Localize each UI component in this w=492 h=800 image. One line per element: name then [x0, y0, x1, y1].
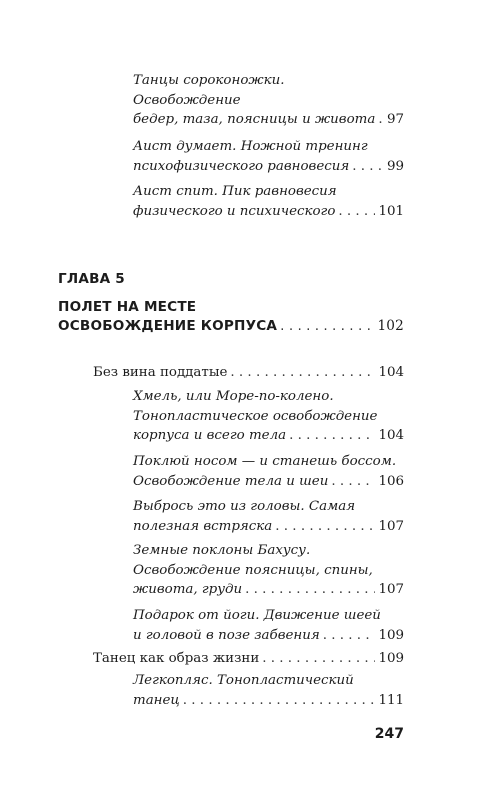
toc-entry	[133, 137, 404, 176]
entry-last-line	[133, 580, 404, 600]
entry-line: Освобождение	[133, 92, 241, 108]
toc-entry	[133, 541, 404, 600]
entry-line: Танцы сороконожки.	[133, 73, 285, 88]
toc-entry	[133, 497, 404, 536]
page-ref: 99	[386, 158, 404, 174]
page-ref: 102	[377, 318, 404, 334]
entry-line: Освобождение поясницы, спины,	[133, 562, 373, 578]
chapter-label: ГЛАВА 5	[58, 271, 125, 287]
leader-dots	[280, 318, 374, 334]
leader-dots	[230, 363, 375, 383]
page-number: 247	[374, 726, 404, 742]
leader-dots	[262, 649, 375, 669]
toc-entry	[133, 606, 404, 645]
page-ref: 101	[378, 203, 404, 219]
entry-last-line	[133, 426, 404, 446]
entry-line: корпуса и всего тела	[133, 428, 287, 444]
section-line	[93, 649, 404, 669]
toc-entry	[133, 182, 404, 221]
entry-last-line	[133, 472, 404, 492]
entry-line: Поклюй носом — и станешь боссом.	[133, 454, 397, 469]
entry-line: живота, груди	[133, 582, 243, 598]
entry-line: полезная встряска	[133, 518, 273, 534]
entry-line: Легкопляс. Тонопластический	[133, 673, 354, 688]
leader-dots	[338, 202, 375, 222]
entry-line: Подарок от йоги. Движение шеей	[133, 608, 381, 623]
entry-last-line	[133, 202, 404, 222]
entry-line: физического и психического	[133, 203, 336, 219]
page-ref: 97	[386, 112, 404, 128]
section-title: Без вина поддатые	[93, 365, 228, 380]
leader-dots	[378, 110, 384, 130]
section-line	[93, 363, 404, 383]
toc-section	[93, 363, 404, 383]
chapter-title-text: ОСВОБОЖДЕНИЕ КОРПУСА	[58, 318, 278, 334]
leader-dots	[323, 626, 376, 646]
page-ref: 104	[378, 428, 404, 444]
leader-dots	[352, 157, 384, 177]
chapter-title-line2	[58, 318, 404, 334]
page-ref: 111	[378, 692, 404, 708]
entry-last-line	[133, 517, 404, 537]
toc-section	[93, 649, 404, 669]
entry-line: Освобождение тела и шеи	[133, 473, 329, 489]
page-ref: 106	[378, 473, 404, 489]
entry-line: психофизического равновесия	[133, 158, 350, 174]
toc-entry	[133, 671, 404, 710]
leader-dots	[183, 691, 376, 711]
page-ref: 109	[378, 627, 404, 643]
page-ref: 109	[378, 651, 404, 666]
entry-line: Выбрось это из головы. Самая	[133, 499, 356, 514]
entry-line: Хмель, или Море-по-колено.	[133, 389, 334, 404]
entry-last-line	[133, 157, 404, 177]
entry-line: бедер, таза, поясницы и живота	[133, 112, 376, 128]
entry-line: Аист спит. Пик равновесия	[133, 184, 337, 199]
entry-last-line	[133, 691, 404, 711]
leader-dots	[245, 580, 375, 600]
leader-dots	[331, 472, 375, 492]
section-title: Танец как образ жизни	[93, 651, 260, 666]
page-ref: 107	[378, 518, 404, 534]
toc-entry	[133, 387, 404, 446]
page-ref: 107	[378, 582, 404, 598]
page-ref: 104	[378, 365, 404, 380]
leader-dots	[275, 517, 375, 537]
chapter-title-line1: ПОЛЕТ НА МЕСТЕ	[58, 299, 197, 315]
entry-last-line	[133, 110, 404, 130]
entry-line: Аист думает. Ножной тренинг	[133, 139, 368, 154]
entry-line: Земные поклоны Бахусу.	[133, 543, 311, 558]
entry-line: и головой в позе забвения	[133, 627, 320, 643]
leader-dots	[289, 426, 375, 446]
toc-entry	[133, 452, 404, 491]
entry-line: танец	[133, 692, 180, 708]
toc-entry	[133, 71, 404, 130]
entry-last-line	[133, 626, 404, 646]
entry-line: Тонопластическое освобождение	[133, 408, 378, 424]
